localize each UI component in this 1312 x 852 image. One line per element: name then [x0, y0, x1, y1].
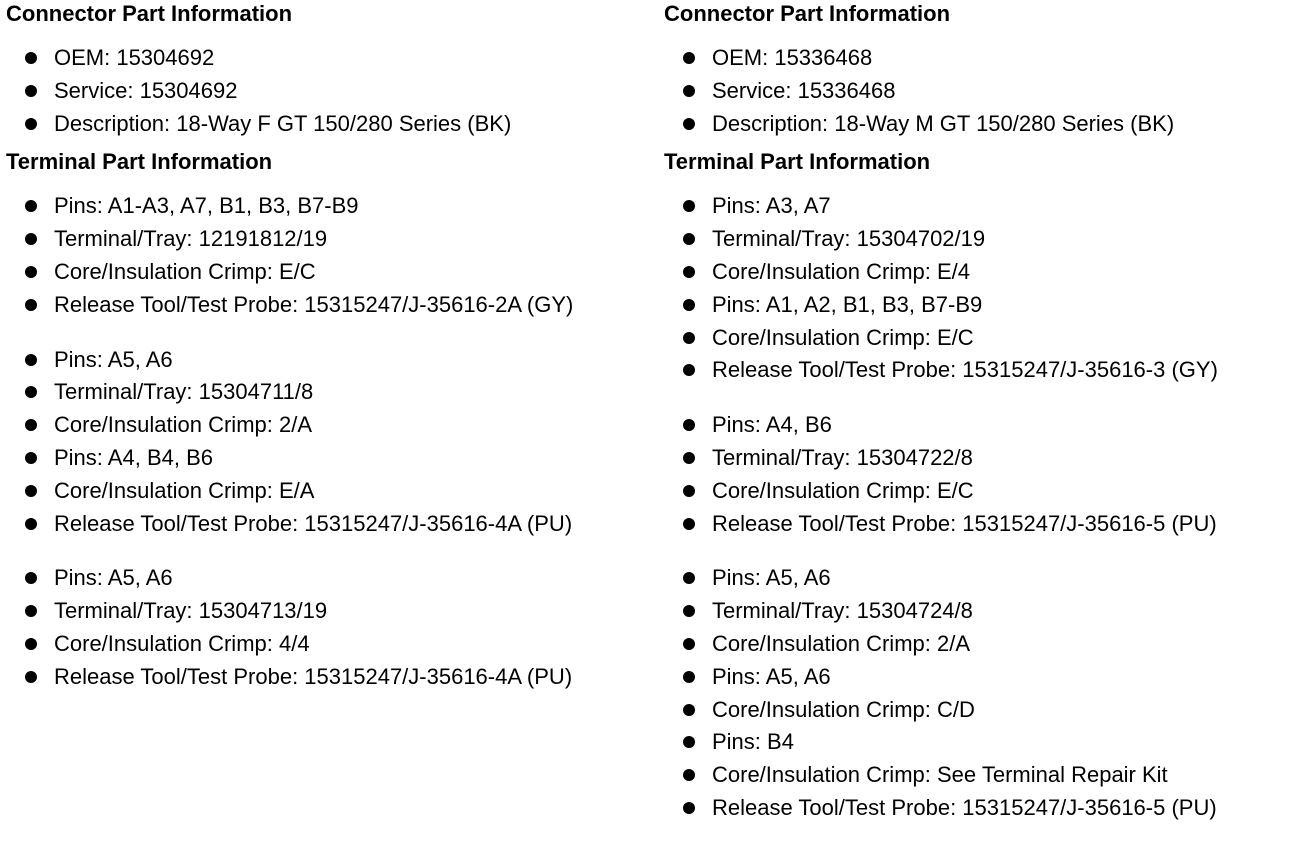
bullet-icon [25, 638, 37, 650]
bullet-icon [683, 671, 695, 683]
list-item-text: Core/Insulation Crimp: E/C [54, 258, 316, 284]
bullet-icon [683, 85, 695, 97]
list-item [664, 354, 1304, 387]
list-item [664, 628, 1304, 661]
bullet-icon [683, 485, 695, 497]
list-item-text: Terminal/Tray: 15304724/8 [712, 598, 973, 624]
list-item [6, 108, 656, 141]
bullet-icon [683, 802, 695, 814]
bullet-icon [25, 354, 37, 366]
list-item-text: Pins: A1-A3, A7, B1, B3, B7-B9 [54, 193, 359, 219]
bullet-icon [683, 518, 695, 530]
bullet-icon [25, 452, 37, 464]
list-item [664, 759, 1304, 792]
list-item-text: Release Tool/Test Probe: 15315247/J-35616-2A (GY) [54, 291, 574, 317]
bullet-icon [25, 299, 37, 311]
list-item [664, 42, 1304, 75]
bullet-icon [683, 200, 695, 212]
list-item-text: Terminal/Tray: 15304702/19 [712, 226, 986, 252]
connector-list [664, 42, 1304, 140]
list-item [664, 475, 1304, 508]
list-item-text: Terminal/Tray: 15304722/8 [712, 444, 973, 470]
terminal-group [6, 562, 656, 693]
terminal-heading: Terminal Part Information [664, 149, 931, 175]
bullet-icon [683, 364, 695, 376]
list-item-text: Core/Insulation Crimp: E/C [712, 477, 974, 503]
bullet-icon [683, 266, 695, 278]
bullet-icon [683, 299, 695, 311]
list-item-text: Pins: A5, A6 [712, 565, 831, 591]
list-item-text: Pins: A5, A6 [54, 565, 173, 591]
list-item-text: Pins: A1, A2, B1, B3, B7-B9 [712, 291, 983, 317]
list-item [6, 661, 656, 694]
list-item [664, 108, 1304, 141]
bullet-icon [683, 452, 695, 464]
list-item [6, 508, 656, 541]
list-item-text: Service: 15304692 [54, 77, 238, 103]
bullet-icon [25, 233, 37, 245]
list-item-text: Core/Insulation Crimp: 2/A [54, 412, 312, 438]
bullet-icon [683, 118, 695, 130]
list-item [664, 409, 1304, 442]
list-item-text: OEM: 15336468 [712, 45, 873, 70]
list-item [664, 75, 1304, 108]
list-item [6, 442, 656, 475]
list-item-text: Core/Insulation Crimp: E/4 [712, 258, 970, 284]
bullet-icon [25, 572, 37, 584]
list-item-text: Description: 18-Way F GT 150/280 Series (BK) [54, 110, 512, 136]
terminal-heading: Terminal Part Information [6, 149, 273, 175]
bullet-icon [25, 671, 37, 683]
bullet-icon [683, 769, 695, 781]
list-item [6, 409, 656, 442]
bullet-icon [25, 52, 37, 64]
bullet-icon [25, 118, 37, 130]
list-item [664, 442, 1304, 475]
list-item [664, 562, 1304, 595]
list-item [6, 344, 656, 377]
list-item [6, 562, 656, 595]
list-item [6, 376, 656, 409]
connector-list [6, 42, 656, 140]
connector-heading: Connector Part Information [6, 1, 293, 26]
bullet-icon [25, 200, 37, 212]
bullet-icon [683, 605, 695, 617]
bullet-icon [683, 736, 695, 748]
right-column [664, 0, 1304, 825]
list-item-text: Core/Insulation Crimp: C/D [712, 696, 975, 722]
bullet-icon [25, 485, 37, 497]
list-item [6, 289, 656, 322]
bullet-icon [683, 233, 695, 245]
list-item [6, 75, 656, 108]
list-item-text: Service: 15336468 [712, 77, 896, 103]
list-item [664, 661, 1304, 694]
bullet-icon [25, 419, 37, 431]
bullet-icon [25, 266, 37, 278]
list-item-text: Pins: A5, A6 [54, 346, 173, 372]
bullet-icon [683, 704, 695, 716]
list-item [664, 289, 1304, 322]
connector-heading: Connector Part Information [664, 1, 951, 26]
list-item [6, 475, 656, 508]
list-item [6, 190, 656, 223]
terminal-group [664, 562, 1304, 824]
list-item-text: Pins: B4 [712, 729, 794, 755]
list-item [6, 595, 656, 628]
list-item-text: Description: 18-Way M GT 150/280 Series (BK) [712, 110, 1175, 136]
list-item [664, 508, 1304, 541]
bullet-icon [25, 605, 37, 617]
list-item-text: Terminal/Tray: 15304711/8 [54, 379, 314, 405]
list-item [664, 792, 1304, 825]
list-item-text: Release Tool/Test Probe: 15315247/J-35616-5 (PU) [712, 510, 1217, 536]
list-item [664, 322, 1304, 355]
list-item [664, 256, 1304, 289]
list-item [664, 595, 1304, 628]
bullet-icon [683, 638, 695, 650]
list-item-text: Pins: A3, A7 [712, 193, 831, 219]
list-item [664, 694, 1304, 727]
list-item [6, 42, 656, 75]
list-item-text: Core/Insulation Crimp: 2/A [712, 630, 970, 656]
list-item-text: Terminal/Tray: 12191812/19 [54, 226, 328, 252]
bullet-icon [683, 332, 695, 344]
list-item [6, 256, 656, 289]
list-item-text: Terminal/Tray: 15304713/19 [54, 598, 328, 624]
list-item [6, 223, 656, 256]
list-item [664, 223, 1304, 256]
list-item-text: Release Tool/Test Probe: 15315247/J-35616-4A (PU) [54, 510, 573, 536]
bullet-icon [25, 386, 37, 398]
list-item-text: Core/Insulation Crimp: 4/4 [54, 630, 310, 656]
list-item-text: Core/Insulation Crimp: E/A [54, 477, 315, 503]
list-item [6, 628, 656, 661]
list-item-text: Pins: A4, B6 [712, 412, 832, 438]
bullet-icon [25, 85, 37, 97]
list-item-text: Release Tool/Test Probe: 15315247/J-35616-4A (PU) [54, 663, 573, 689]
list-item-text: Core/Insulation Crimp: See Terminal Repair Kit [712, 762, 1168, 788]
list-item-text: Pins: A5, A6 [712, 663, 831, 689]
terminal-group [664, 409, 1304, 540]
bullet-icon [25, 518, 37, 530]
terminal-group [6, 190, 656, 321]
list-item-text: Release Tool/Test Probe: 15315247/J-35616-3 (GY) [712, 357, 1218, 383]
bullet-icon [683, 52, 695, 64]
left-column [6, 0, 656, 694]
terminal-group [664, 190, 1304, 387]
terminal-group [6, 344, 656, 541]
list-item-text: Release Tool/Test Probe: 15315247/J-35616-5 (PU) [712, 794, 1217, 820]
bullet-icon [683, 419, 695, 431]
list-item-text: OEM: 15304692 [54, 45, 215, 70]
list-item [664, 726, 1304, 759]
list-item-text: Core/Insulation Crimp: E/C [712, 324, 974, 350]
list-item [664, 190, 1304, 223]
bullet-icon [683, 572, 695, 584]
list-item-text: Pins: A4, B4, B6 [54, 444, 213, 470]
